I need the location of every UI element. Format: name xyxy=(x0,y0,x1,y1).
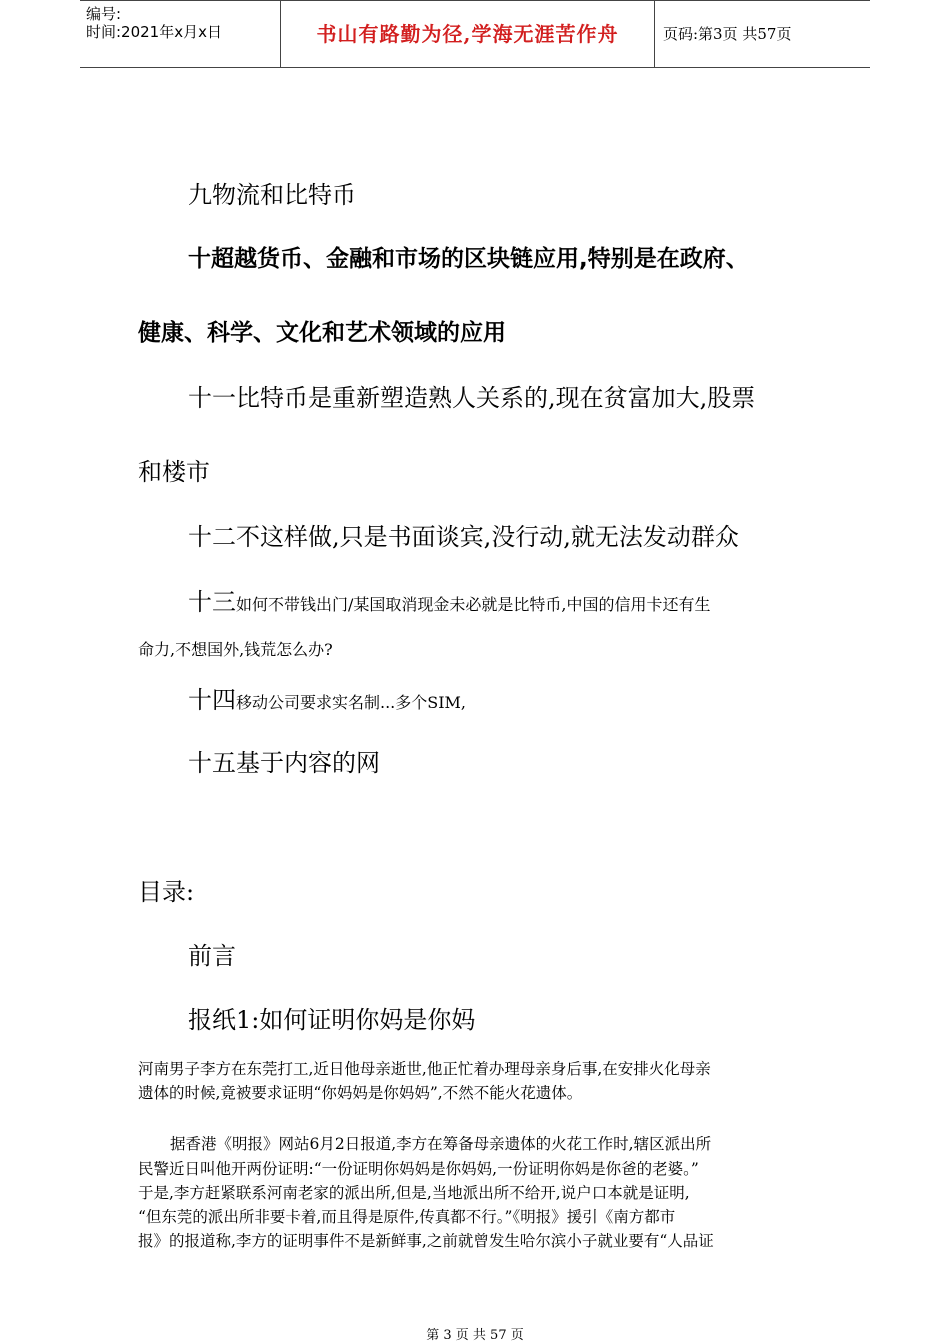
paragraph-2-line2: 民警近日叫他开两份证明:“一份证明你妈妈是你妈妈,一份证明你妈是你爸的老婆。” xyxy=(138,1160,699,1178)
toc-item-newspaper-1: 报纸1:如何证明你妈是你妈 xyxy=(188,1006,476,1034)
item-13-line2: 命力,不想国外,钱荒怎么办? xyxy=(138,640,333,659)
paragraph-2-line5: 报》的报道称,李方的证明事件不是新鲜事,之前就曾发生哈尔滨小子就业要有“人品证 xyxy=(138,1232,714,1250)
page-header xyxy=(80,0,870,68)
item-11-line2: 和楼市 xyxy=(138,458,210,486)
paragraph-1-line1: 河南男子李方在东莞打工,近日他母亲逝世,他正忙着办理母亲身后事,在安排火化母亲 xyxy=(138,1060,711,1078)
item-9: 九物流和比特币 xyxy=(188,181,356,209)
paragraph-2-line4: “但东莞的派出所非要卡着,而且得是原件,传真都不行。”《明报》援引《南方都市 xyxy=(138,1208,676,1226)
time-label: 时间:2021年x月x日 xyxy=(86,23,222,41)
header-page-label: 页码:第3页 共57页 xyxy=(663,25,792,43)
item-13-line1 xyxy=(188,582,710,617)
item-14-head: 十四 xyxy=(188,686,236,714)
number-label: 编号: xyxy=(86,5,122,23)
item-13-rest: 如何不带钱出门/某国取消现金未必就是比特币,中国的信用卡还有生 xyxy=(236,595,711,614)
item-14 xyxy=(188,680,466,715)
paragraph-2-line1: 据香港《明报》网站6月2日报道,李方在筹备母亲遗体的火花工作时,辖区派出所 xyxy=(170,1135,712,1153)
item-14-rest: 移动公司要求实名制...多个SIM, xyxy=(236,693,467,712)
item-13-head: 十三 xyxy=(188,588,236,616)
item-10-line1: 十超越货币、金融和市场的区块链应用,特别是在政府、 xyxy=(188,246,749,272)
toc-title: 目录: xyxy=(138,878,195,906)
header-meta xyxy=(80,1,281,67)
page-footer: 第 3 页 共 57 页 xyxy=(426,1328,524,1343)
header-motto: 书山有路勤为径,学海无涯苦作舟 xyxy=(281,1,655,67)
toc-item-preface: 前言 xyxy=(188,942,236,970)
item-11-line1: 十一比特币是重新塑造熟人关系的,现在贫富加大,股票 xyxy=(188,384,756,412)
paragraph-2-line3: 于是,李方赶紧联系河南老家的派出所,但是,当地派出所不给开,说户口本就是证明, xyxy=(138,1184,690,1202)
item-10-line2: 健康、科学、文化和艺术领域的应用 xyxy=(138,320,506,346)
item-12: 十二不这样做,只是书面谈宾,没行动,就无法发动群众 xyxy=(188,523,739,551)
paragraph-1-line2: 遗体的时候,竟被要求证明“你妈妈是你妈妈”,不然不能火花遗体。 xyxy=(138,1084,583,1102)
item-15: 十五基于内容的网 xyxy=(188,749,380,777)
